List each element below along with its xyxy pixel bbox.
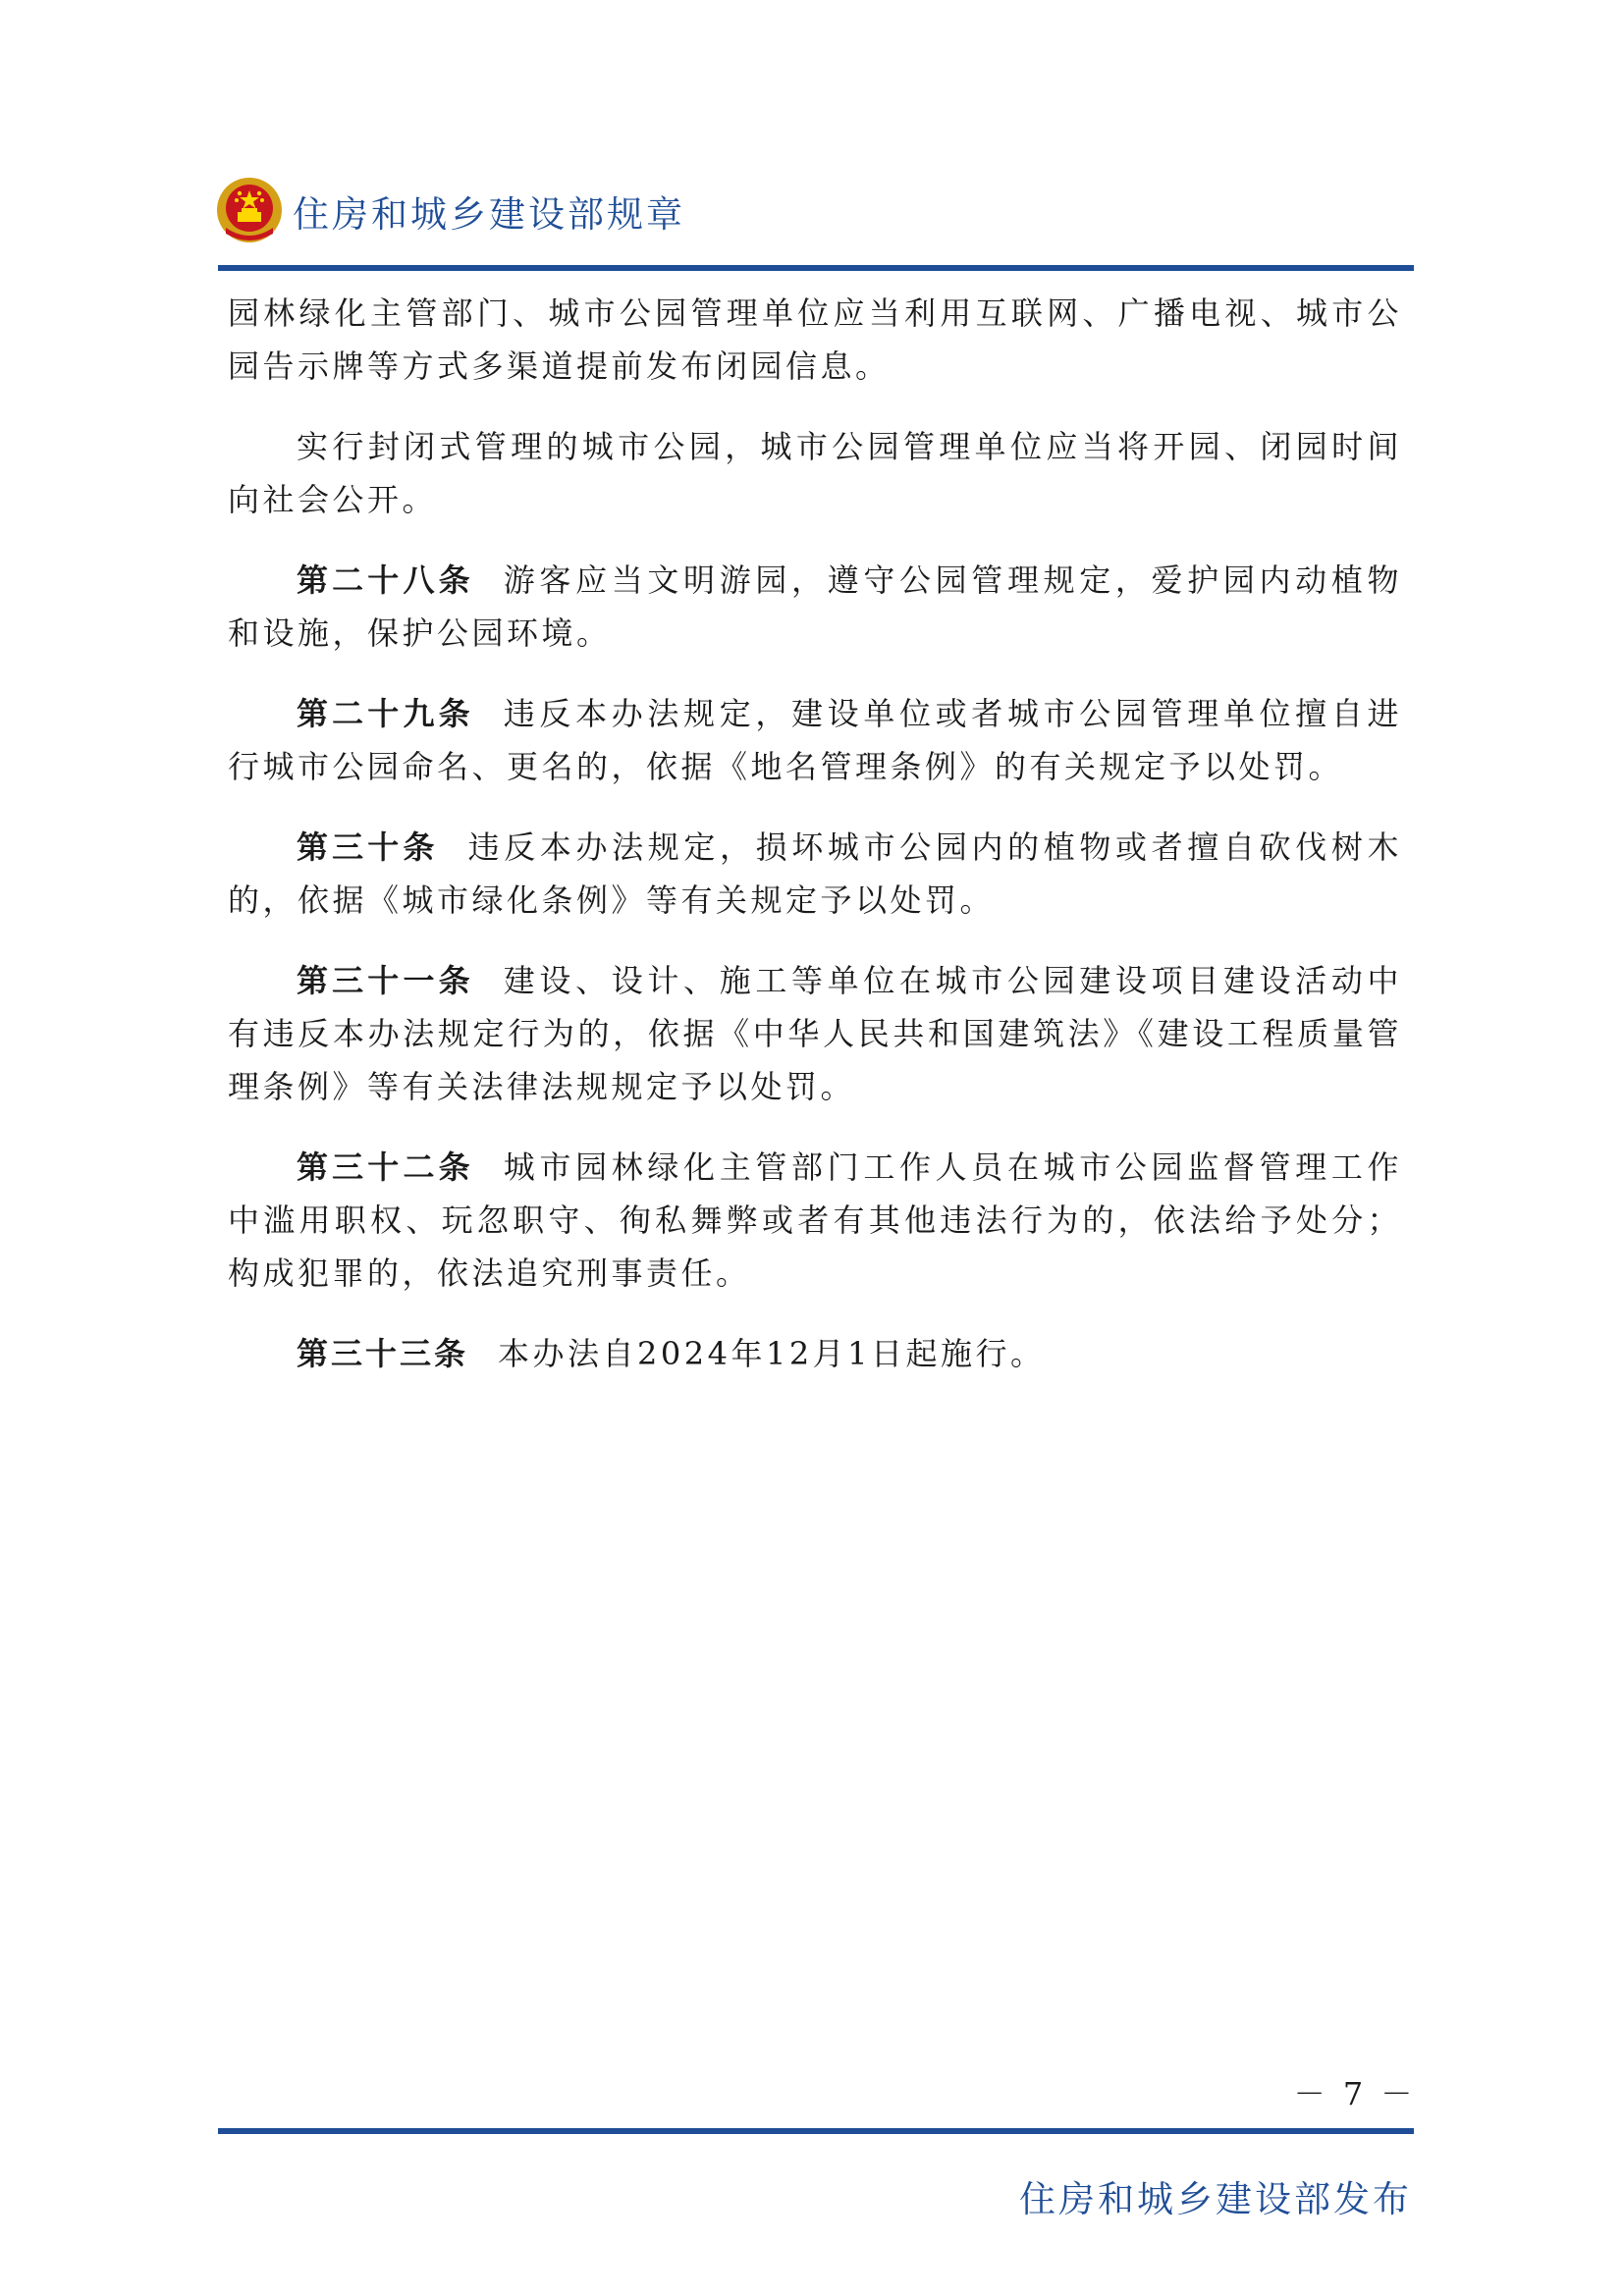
paragraph: 实行封闭式管理的城市公园，城市公园管理单位应当将开园、闭园时间向社会公开。	[228, 428, 1402, 518]
article-31	[228, 954, 1402, 1113]
article-text: 建设、设计、施工等单位在城市公园建设项目建设活动中有违反本办法规定行为的，依据《中华人民共和国建筑法》《建设工程质量管理条例》等有关法律法规规定予以处罚。	[228, 962, 1402, 1105]
article-number: 第三十二条	[297, 1148, 474, 1186]
footer-rule	[218, 2128, 1414, 2134]
document-body	[228, 287, 1402, 1408]
header-title: 住房和城乡建设部规章	[293, 193, 685, 236]
article-text: 城市园林绿化主管部门工作人员在城市公园监督管理工作中滥用职权、玩忽职守、徇私舞弊或者有其他违法行为的，依法给予处分；构成犯罪的，依法追究刑事责任。	[228, 1148, 1402, 1292]
article-number: 第三十三条	[297, 1335, 469, 1372]
article-29	[228, 687, 1402, 793]
article-text: 游客应当文明游园，遵守公园管理规定，爱护园内动植物和设施，保护公园环境。	[228, 561, 1402, 652]
footer-publisher: 住房和城乡建设部发布	[1019, 2178, 1412, 2220]
article-number: 第三十一条	[297, 962, 474, 999]
page-number: － 7 －	[1293, 2075, 1417, 2112]
article-32	[228, 1141, 1402, 1300]
article-text: 违反本办法规定，建设单位或者城市公园管理单位擅自进行城市公园命名、更名的，依据《地名管理条例》的有关规定予以处罚。	[228, 695, 1402, 785]
national-emblem-icon	[214, 175, 285, 245]
header-rule	[218, 265, 1414, 271]
article-number: 第三十条	[297, 828, 439, 866]
article-number: 第二十八条	[297, 561, 474, 599]
article-number: 第二十九条	[297, 695, 474, 732]
article-33	[228, 1327, 1402, 1380]
article-30	[228, 821, 1402, 927]
article-28	[228, 554, 1402, 660]
article-text: 本办法自2024年12月1日起施行。	[498, 1335, 1046, 1372]
article-text: 违反本办法规定，损坏城市公园内的植物或者擅自砍伐树木的，依据《城市绿化条例》等有关规定予以处罚。	[228, 828, 1402, 919]
paragraph: 园林绿化主管部门、城市公园管理单位应当利用互联网、广播电视、城市公园告示牌等方式多渠道提前发布闭园信息。	[228, 294, 1402, 385]
